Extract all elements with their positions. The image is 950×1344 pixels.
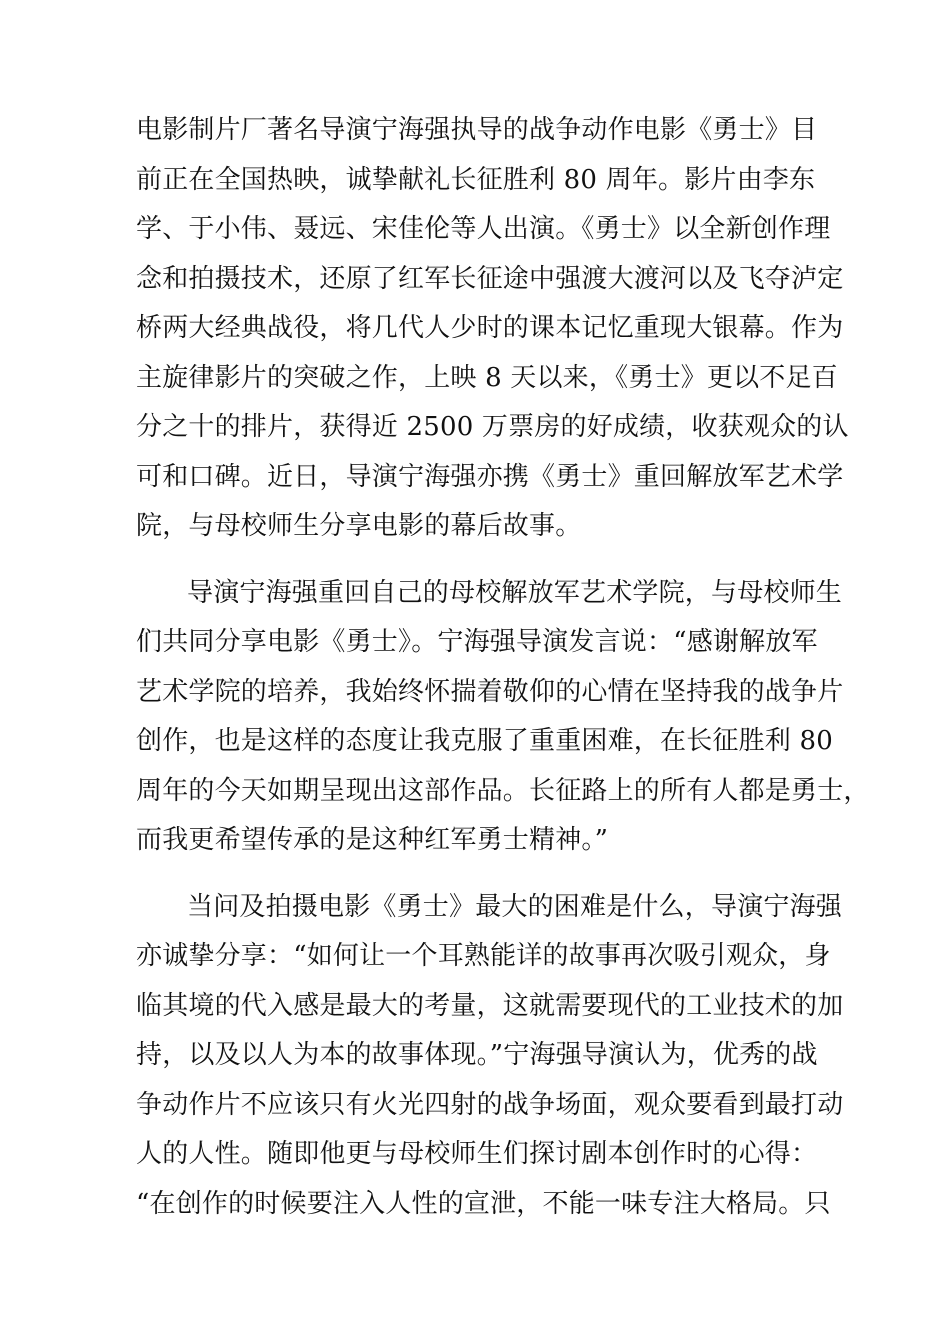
text-line: “在创作的时候要注入人性的宣泄，不能一味专注大格局。只 xyxy=(136,1189,831,1219)
text-line: 院，与母校师生分享电影的幕后故事。 xyxy=(136,511,582,541)
text-line: 前正在全国热映，诚挚献礼长征胜利 80 周年。影片由李东 xyxy=(136,165,816,195)
text-line: 桥两大经典战役，将几代人少时的课本记忆重现大银幕。作为 xyxy=(136,313,844,343)
text-line: 艺术学院的培养，我始终怀揣着敬仰的心情在坚持我的战争片 xyxy=(136,677,844,707)
text-line: 当问及拍摄电影《勇士》最大的困难是什么，导演宁海强 xyxy=(187,892,843,922)
text-line: 们共同分享电影《勇士》。宁海强导演发言说：“感谢解放军 xyxy=(136,627,818,657)
text-line: 临其境的代入感是最大的考量，这就需要现代的工业技术的加 xyxy=(136,991,844,1021)
text-line: 电影制片厂著名导演宁海强执导的战争动作电影《勇士》目 xyxy=(136,115,818,145)
text-line: 导演宁海强重回自己的母校解放军艺术学院，与母校师生 xyxy=(187,578,843,608)
text-line: 念和拍摄技术，还原了红军长征途中强渡大渡河以及飞夺泸定 xyxy=(136,264,844,294)
text-line: 亦诚挚分享：“如何让一个耳熟能详的故事再次吸引观众，身 xyxy=(136,941,831,971)
text-line: 分之十的排片，获得近 2500 万票房的好成绩，收获观众的认 xyxy=(136,412,849,442)
text-line: 可和口碑。近日，导演宁海强亦携《勇士》重回解放军艺术学 xyxy=(136,462,844,492)
text-line: 争动作片不应该只有火光四射的战争场面，观众要看到最打动 xyxy=(136,1090,844,1120)
text-line: 人的人性。随即他更与母校师生们探讨剧本创作时的心得： xyxy=(136,1139,818,1169)
text-line: 创作，也是这样的态度让我克服了重重困难，在长征胜利 80 xyxy=(136,726,833,756)
text-line: 持，以及以人为本的故事体现。”宁海强导演认为，优秀的战 xyxy=(136,1040,818,1070)
text-line: 主旋律影片的突破之作，上映 8 天以来，《勇士》更以不足百 xyxy=(136,363,838,393)
text-line: 周年的今天如期呈现出这部作品。长征路上的所有人都是勇士， xyxy=(136,776,870,806)
text-line: 而我更希望传承的是这种红军勇士精神。” xyxy=(136,825,609,855)
text-line: 学、于小伟、聂远、宋佳伦等人出演。《勇士》以全新创作理 xyxy=(136,214,831,244)
